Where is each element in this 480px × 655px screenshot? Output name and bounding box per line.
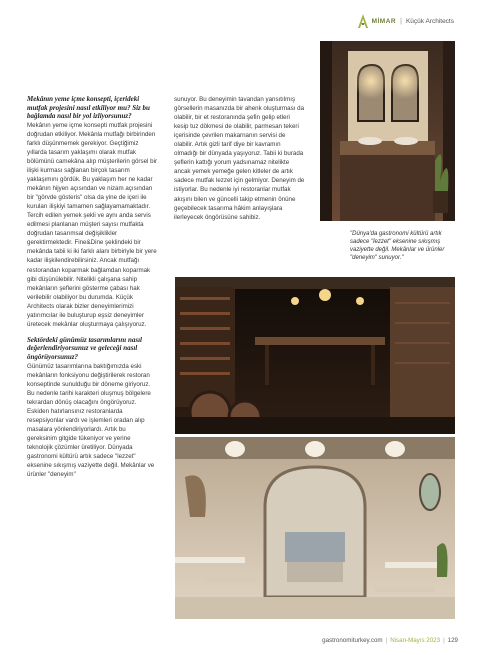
- footer-separator: |: [385, 637, 388, 644]
- article-column-2: [174, 95, 305, 222]
- interview-answer-1: Mekânın yeme içme konsepti mutfak projesini doğrudan etkiliyor. Mekânla mutfağı birbirinden farklı düşünmemek gerekiyor. Geçtiğimiz yıllarda tasarım yaklaşımı olarak mutfak bölümünü camekâna alıp müşterilerin görsel bir ilişki kurması sağlanan birçok tasarım yaklaşımını gördük. Bu yaklaşım her ne kadar mekânın hijyen açısından ve nizam açısından bir "görvde gösteris" olsa da yine de içeri ile kuruları ilişkiyi tamamen sağlayamamaktadır. Tercih edilen yemek şekli ve aynı anda servis edilmesi planlanan müşteri sayısı mutfakta doğrudan tasarımsal değişiklikler gerektirmektedir. Fine&Dine şeklindeki bir mekânda tabii ki iki farklı alanı birbiriyle bir yere kadar ilişkilendirebilirsiniz. Ancak mutfağı restorandan koparmak bağlamdan koparmak gibi düşünülebilir. Nitelikli çalışana sahip mekânların şeflerini gösterme çabası hak verilebilir olabiliyor bu durumda. Küçük Architects olarak bizler deneyimlerimizi yatırımcılar ile buluşturup eşsiz deneyimler üretecek mekânlar oluşturmaya çalışıyoruz.: [27, 121, 158, 328]
- footer-website: gastronomiturkey.com: [322, 637, 383, 644]
- header-subtitle: Küçük Architects: [405, 17, 454, 25]
- page-footer: [322, 637, 458, 644]
- page-number: 129: [447, 637, 458, 644]
- architect-logo-icon: [358, 14, 368, 28]
- wine-cellar-photo: [175, 277, 455, 434]
- cafe-interior-photo: [175, 437, 455, 619]
- header-separator: |: [400, 17, 402, 25]
- footer-separator-2: |: [443, 637, 445, 644]
- article-column-1: [27, 95, 157, 479]
- interview-question-1: Mekânın yeme içme konsepti, içerideki mutfak projesini nasıl etkiliyor mu? Siz bu bağlamda nasıl bir yol izliyorsunuz?: [27, 95, 150, 121]
- section-title: MİMAR: [371, 17, 397, 25]
- interview-question-2: Sektördeki günümüz tasarımlarını nasıl değerlendiriyorsunuz ve geleceği nasıl öngörüyorsunuz?: [27, 335, 142, 362]
- restroom-photo: [320, 41, 455, 221]
- interview-answer-continued: sunuyor. Bu deneyimin tavandan yansıtılmış görsellerin masanızda bir ahenk oluşturması da olabilir, bir et restoranında şefin gelip etleri kesip tuz dökmesi de olabilir, parmesan tekeri içerisinde çevrilen makarnanın servisi de olabilir. Artık gizli tarif diye bir kavramın olmadığı bir dünyada yaşıyoruz. Tabii ki burada şeflerin kattığı yorum yadsınamaz nitelikte ancak yemek yemeğe gelen kitleler de artık sadece mutfak lezzet için gelmiyor. Deneyim de istiyorlar. Bu nedenle iyi restoranlar mutfak akışını bilen ve güncelli takip etmenin önüne geçebilecek tasarıma hâkim anlayışlara ilerleyecek öngörüsüne sahibiz.: [174, 96, 305, 221]
- interview-answer-2: Günümüz tasarımlarına baktığımızda eski mekânların fonksiyonu değiştirilerek restoran konseptinde sunulduğu bir döneme giriyoruz. Bu nedenle tarihi karakteri oluşmuş bölgelere tekrardan dönüş olacağını öngörüyoruz. Eskiden hatırlansınız restoranlarda resepsiyonlar vardı ve işlemleri oradan alıp masalara yönlendiriyorlardı. Artık bu gereksinim gitgide tükeniyor ve yerine teknolojik çözümler üretiliyor. Dünyada gastronomi kültürü artık sadece "lezzet" eksenine sıkışmış vaziyette değil. Mekânlar ve ürünler "deneyim": [27, 362, 155, 479]
- page-header: [358, 14, 454, 28]
- pull-quote-caption: "Dünya'da gastronomi kültürü artık sadece "lezzet" eksenine sıkışmış vaziyette değil. Mekânlar ve ürünler "deneyim" sunuyor.": [350, 231, 445, 261]
- footer-issue: Nisan-Mayıs 2023: [390, 637, 441, 644]
